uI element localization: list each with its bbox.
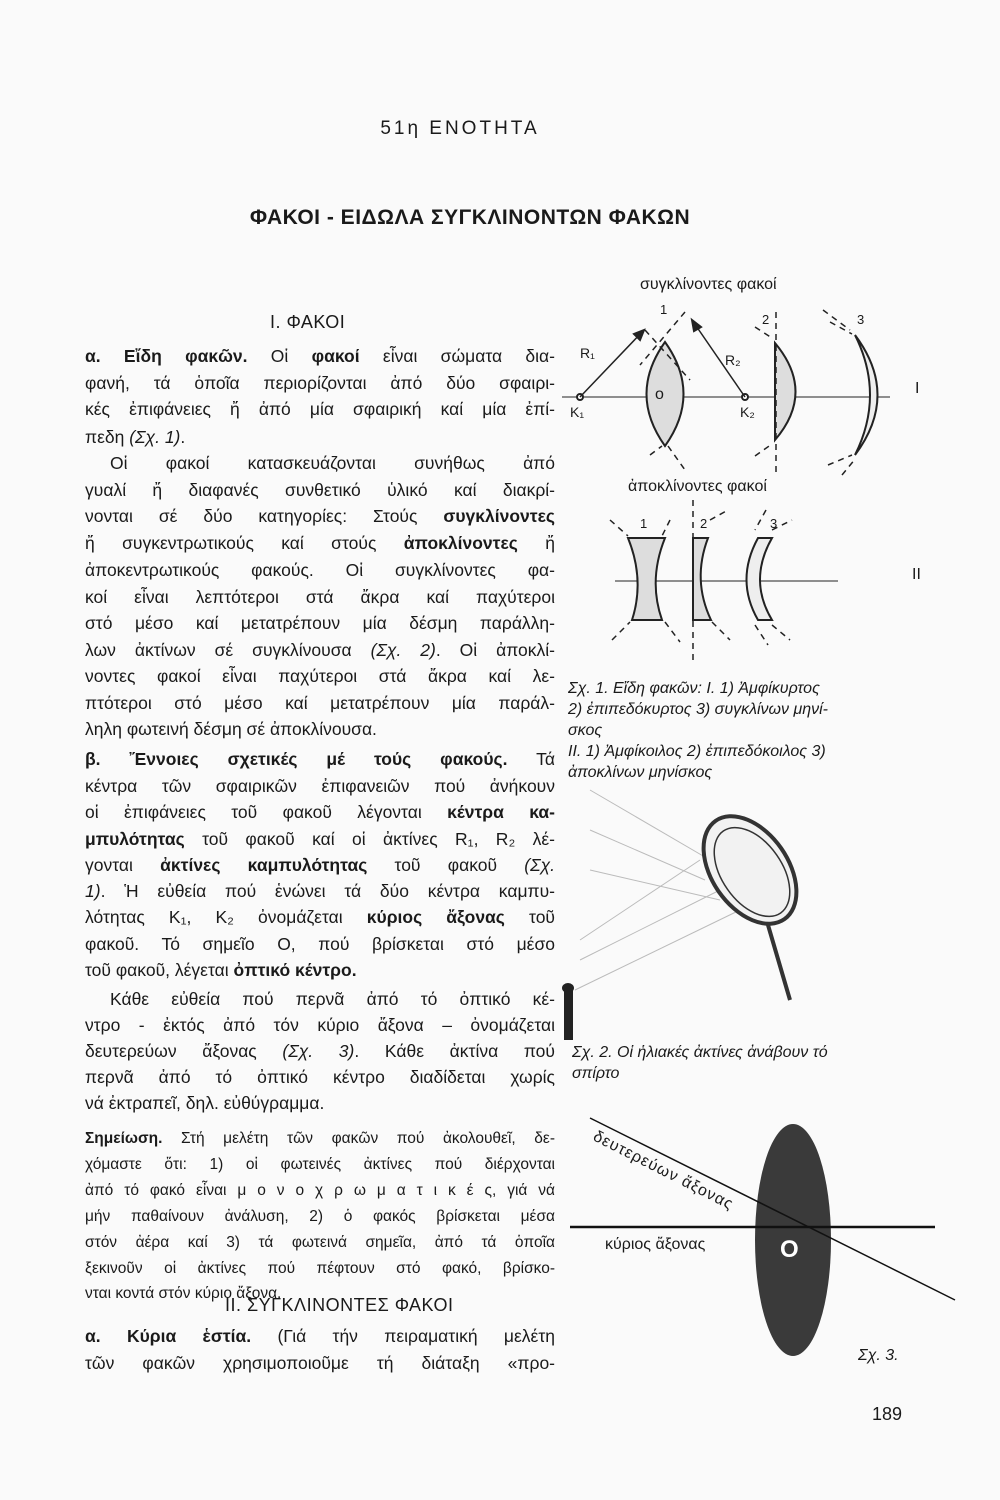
- text-span: φακοί: [311, 346, 360, 366]
- lens-number: 2: [700, 516, 708, 531]
- section-heading-converging: ΙΙ. ΣΥΓΚΛΙΝΟΝΤΕΣ ΦΑΚΟΙ: [225, 1295, 454, 1315]
- caption-line: σπίρτο: [572, 1065, 620, 1082]
- text-span: (Σχ. 1): [129, 427, 181, 447]
- text-span: τοῦ φακοῦ καί οἱ ἀκτίνες R₁, R₂ λέ-: [184, 829, 555, 849]
- main-axis-label: κύριος ἄξονας: [605, 1236, 706, 1253]
- text-span: ἀποκλίνοντες: [403, 533, 518, 553]
- text-span: Σημείωση.: [85, 1130, 163, 1147]
- text-span: λότητας K₁, K₂ ὀνομάζεται: [85, 907, 367, 927]
- text-span: 1): [85, 881, 101, 901]
- text-span: ἤ συγκεντρωτικούς καί στούς: [85, 533, 404, 553]
- text-span: στόν ἀέρα καί 3) τά φωτεινά σημεῖα, ἀπό τά ὁποῖα: [85, 1234, 555, 1251]
- text-span: τοῦ: [504, 907, 555, 927]
- page-title: ΦΑΚΟΙ - ΕΙΔΩΛΑ ΣΥΓΚΛΙΝΟΝΤΩΝ ΦΑΚΩΝ: [249, 206, 691, 229]
- lens-number: 2: [762, 312, 770, 327]
- text-span: συγκλίνοντες: [443, 506, 555, 526]
- caption-line: Σχ. 2. Οἱ ἡλιακές ἀκτίνες ἀνάβουν τό: [572, 1044, 828, 1061]
- text-span: Στή μελέτη τῶν φακῶν πού ἀκολουθεῖ, δε-: [162, 1130, 555, 1147]
- text-span: ληλη φωτεινή δέσμη σέ ἀποκλίνουσα.: [85, 719, 377, 739]
- row-label-i: I: [915, 380, 920, 397]
- text-span: φανή, τά ὁποῖα περιορίζονται ἀπό δύο σφαιρι-: [85, 373, 555, 393]
- text-span: ἀπό τό φακό εἶναι μ ο ν ο χ ρ ω μ α τ ι κ έ ς, γιά νά: [85, 1182, 555, 1199]
- lens-number: 1: [640, 516, 648, 531]
- center-k1-label: K₁: [570, 404, 585, 420]
- text-span: . Ἡ εὐθεία πού ἑνώνει τά δύο κέντρα καμπυ-: [100, 881, 555, 901]
- text-span: . Οἱ ἀποκλί-: [435, 640, 555, 660]
- lens-number: 3: [857, 312, 865, 327]
- text-span: ντρο - ἐκτός ἀπό τόν κύριο ἄξονα – ὀνομάζεται: [85, 1015, 555, 1035]
- text-span: Οἱ: [247, 346, 312, 366]
- figure-3-caption: Σχ. 3.: [858, 1347, 899, 1364]
- text-span: τῶν φακῶν χρησιμοποιοῦμε τή διάταξη «προ-: [85, 1353, 555, 1373]
- text-span: λων ἀκτίνων σέ συγκλίνουσα: [85, 640, 371, 660]
- text-span: (Σχ. 3): [282, 1041, 355, 1061]
- caption-line: Σχ. 1. Εἴδη φακῶν: Ι. 1) Ἀμφίκυρτος: [568, 680, 820, 697]
- text-span: α. Κύρια ἑστία.: [85, 1326, 252, 1346]
- text-span: Κάθε εὐθεία πού περνᾶ ἀπό τό ὀπτικό κέ-: [110, 989, 555, 1009]
- text-span: χόμαστε ὅτι: 1) οἱ φωτεινές ἀκτίνες πού διέρχονται: [85, 1156, 555, 1173]
- text-span: πτότεροι στό μέσο καί μετατρέπουν μία παράλ-: [85, 693, 555, 713]
- caption-line: ΙΙ. 1) Ἀμφίκοιλος 2) ἐπιπεδόκοιλος 3): [568, 743, 826, 760]
- text-span: στό μέσο καί μετατρέπουν μία δέσμη παράλλη-: [85, 613, 555, 633]
- text-span: νοντες φακοί εἶναι παχύτεροι στά ἄκρα καί λε-: [85, 666, 555, 686]
- text-span: νονται σέ δύο κατηγορίες: Στούς: [85, 506, 444, 526]
- text-span: (Γιά τήν πειραματική μελέτη: [251, 1326, 556, 1346]
- text-span: γονται: [85, 855, 161, 875]
- text-span: ὀπτικό κέντρο.: [233, 960, 357, 980]
- radius-r1-label: R₁: [580, 345, 595, 361]
- text-span: (Σχ.: [524, 855, 555, 875]
- text-span: β. Ἔννοιες σχετικές μέ τούς φακούς.: [85, 749, 508, 769]
- text-span: νά ἐκτραπεῖ, δηλ. εὐθύγραμμα.: [85, 1093, 325, 1113]
- unit-heading: 51η ΕΝΟΤΗΤΑ: [380, 118, 540, 139]
- text-span: κές ἐπιφάνειες ἤ ἀπό μία σφαιρική καί μία ἐπί-: [85, 399, 555, 419]
- caption-line: σκος: [568, 722, 603, 739]
- radius-r2-label: R₂: [725, 352, 741, 368]
- text-span: φακοῦ. Τό σημεῖο Ο, πού βρίσκεται στό μέσο: [85, 934, 555, 954]
- text-span: .: [180, 427, 186, 447]
- page-number: 189: [872, 1404, 903, 1424]
- optical-center-label: O: [780, 1236, 799, 1263]
- text-span: ἤ: [517, 533, 555, 553]
- text-span: τοῦ φακοῦ: [367, 855, 525, 875]
- lens-number: 3: [770, 516, 778, 531]
- caption-line: ἀποκλίνων μηνίσκος: [568, 764, 713, 781]
- caption-line: 2) ἐπιπεδόκυρτος 3) συγκλίνων μηνί-: [568, 701, 828, 718]
- text-span: . Κάθε ἀκτίνα πού: [354, 1041, 555, 1061]
- text-span: κέντρα κα-: [447, 802, 556, 822]
- section-heading-lenses: Ι. ΦΑΚΟΙ: [270, 312, 346, 332]
- text-span: μπυλότητας: [85, 829, 185, 849]
- secondary-axis-label: δευτερεύων ἄξονας: [590, 1128, 737, 1214]
- optical-center-label: o: [655, 386, 664, 403]
- text-span: νται κοντά στόν κύριο ἄξονα.: [85, 1285, 282, 1302]
- text-span: γυαλί ἤ διαφανές συνθετικό ὑλικό καί διακρί-: [85, 480, 555, 500]
- diverging-lenses-label: ἀποκλίνοντες φακοί: [628, 478, 767, 495]
- text-span: ξεκινοῦν οἱ ἀκτίνες πού πέφτουν στό φακό, βρίσκο-: [85, 1260, 555, 1277]
- text-span: μήν παθαίνουν ἀνάλυση, 2) ὁ φακός βρίσκεται μέσα: [85, 1208, 555, 1225]
- row-label-ii: II: [912, 566, 921, 583]
- text-span: κέντρα τῶν σφαιρικῶν ἐπιφανειῶν πού ἀνήκουν: [85, 776, 555, 796]
- lens-number: 1: [660, 302, 668, 317]
- text-span: κύριος ἄξονας: [366, 907, 505, 927]
- text-span: τοῦ φακοῦ, λέγεται: [85, 960, 234, 980]
- text-span: οἱ ἐπιφάνειες τοῦ φακοῦ λέγονται: [85, 802, 448, 822]
- text-span: (Σχ. 2): [370, 640, 436, 660]
- text-span: κοί εἶναι λεπτότεροι στά ἄκρα καί παχύτεροι: [85, 587, 555, 607]
- text-span: α. Εἴδη φακῶν.: [85, 346, 248, 366]
- text-span: Τά: [507, 749, 556, 769]
- text-span: εἶναι σώματα δια-: [359, 346, 555, 366]
- text-span: πεδη: [85, 427, 130, 447]
- text-span: περνᾶ ἀπό τό ὀπτικό κέντρο διαδίδεται χωρίς: [85, 1067, 555, 1087]
- center-k2-label: K₂: [740, 404, 755, 420]
- converging-lenses-label: συγκλίνοντες φακοί: [640, 276, 777, 293]
- text-span: ἀκτίνες καμπυλότητας: [160, 855, 368, 875]
- text-span: δευτερεύων ἄξονας: [85, 1041, 283, 1061]
- text-span: ἀποκεντρωτικούς φακούς. Οἱ συγκλίνοντες φα-: [85, 560, 555, 580]
- text-span: Οἱ φακοί κατασκευάζονται συνήθως ἀπό: [110, 453, 555, 473]
